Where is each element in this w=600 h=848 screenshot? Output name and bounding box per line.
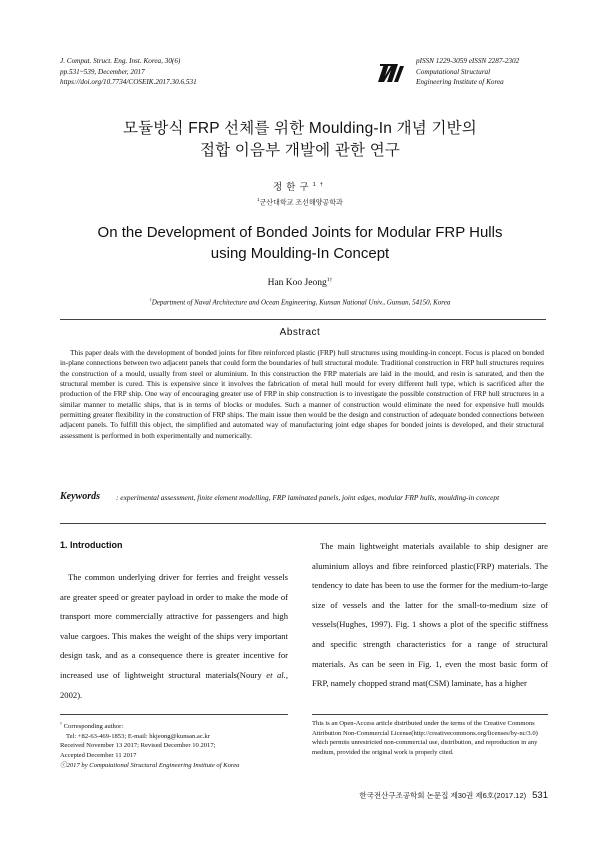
korean-title-line-2: 접합 이음부 개발에 관한 연구: [199, 142, 401, 159]
page-footer: [300, 790, 548, 801]
intro-left-etal: et al.: [266, 669, 286, 680]
journal-pages-line: pp.531~539, December, 2017: [60, 67, 145, 76]
english-title-line-2: using Moulding-In Concept: [210, 245, 390, 262]
abstract-top-rule: [60, 319, 546, 320]
english-affiliation-text: Department of Naval Architecture and Ocean Engineering, Kunsan National Univ., Gunsan, 54150, Korea: [151, 298, 451, 307]
english-affiliation: [0, 297, 600, 306]
footnote-corresponding-line: [60, 719, 288, 732]
intro-left-text: The common underlying driver for ferries and freight vessels are greater speed or greater payload in order to make the mode of transport more commercially attractive for passengers and high value cargoes. This makes the weight of the ships very important design task, and as a consequence there is greater incentive for increased use of lightweight structural materials(Noury: [60, 572, 288, 680]
intro-paragraph-left: [60, 568, 288, 705]
intro-left-text-end: , 2002).: [60, 669, 288, 700]
journal-citation-header: [60, 56, 340, 88]
english-title-line-1: On the Development of Bonded Joints for Modular FRP Hulls: [97, 224, 503, 241]
english-author: [0, 277, 600, 288]
journal-logo-icon: [376, 58, 406, 86]
abstract-heading: Abstract: [279, 327, 321, 338]
footnote-left-rule: [60, 714, 288, 715]
korean-affiliation-text: 군산대학교 조선해양공학과: [259, 199, 343, 207]
corresponding-author-footnote: [60, 719, 288, 770]
korean-title-line-1: 모듈방식 FRP 선체를 위한 Moulding-In 개념 기반의: [123, 120, 477, 137]
english-title: [40, 222, 560, 264]
english-author-marker: 1†: [326, 277, 333, 283]
page-number: 531: [532, 790, 548, 801]
footnote-corresponding-label: Corresponding author:: [61, 723, 124, 731]
abstract-body: This paper deals with the development of bonded joints for fibre reinforced plastic (FRP) hull structures using moulding-in concept. Focus is placed on bonded in-plane connections between two adjacent panels that could form the boundaries of hull structural module. Traditional construction in FRP hull structures requires the construction of a mould, usually from steel or aluminium. In this construction the FRP materials are laid in the mould, and resin is saturated, and then the structural member is cured. This is expensive since it involves the fabrication of metal hull mould for every different hull type, which is sacrificed after the production of the FRP ship. One way of encouraging greater use of FRP in ship construction is to investigate the possible construction of FRP hull structures in a similar manner to metallic ships, that is in terms of blocks or modules. Such a manner of construction would eliminate the need for expensive hull moulds permitting greater flexibility in the construction of FRP ships. The main issue then would be the design and construction of adequate bonded connections between adjacent panels. To fulfill this object, the simplified and automated way of manufacturing joint edge shapes for bonded joints is developed, and their structural assessment is performed in both experimentally and numerically.: [60, 348, 544, 440]
open-access-notice: This is an Open-Access article distributed under the terms of the Creative Commons Attribution Non-Commercial License(http://creativecommons.org/licenses/by-nc/3.0) which permits unrestricted non-commercial use, distribution, and reproduction in any medium, provided the original work is properly cited.: [312, 720, 538, 756]
section-heading-introduction: 1. Introduction: [60, 540, 123, 550]
footnote-copyright: ⓒ2017 by Computational Structural Engineering Institute of Korea: [60, 761, 240, 769]
publisher-line-2: Engineering Institute of Korea: [416, 78, 504, 86]
korean-affiliation: [0, 197, 600, 207]
doi-link[interactable]: https://doi.org/10.7734/COSEIK.2017.30.6.531: [60, 78, 197, 86]
keywords-bottom-rule: [60, 523, 546, 524]
issn-line: pISSN 1229-3059 eISSN 2287-2302: [416, 57, 520, 65]
korean-author-marker: 1†: [312, 181, 327, 188]
korean-author: [0, 179, 600, 193]
korean-title: [40, 118, 560, 162]
footnote-dagger: †: [60, 721, 62, 726]
korean-affiliation-marker: 1: [257, 197, 260, 202]
footnote-accepted: Accepted December 11 2017: [60, 751, 137, 759]
footnote-received: Received November 13 2017; Revised December 10 2017;: [60, 742, 216, 750]
english-affiliation-marker: 1: [149, 297, 152, 302]
intro-paragraph-right: The main lightweight materials available to ship designer are aluminium alloys and fibre reinforced plastic(FRP) materials. The tendency to date has been to use the former for the medium-to-large size of vessels and the latter for the small-to-medium size of vessels(Hughes, 1997). Fig. 1 shows a plot of the specific stiffness and specific strength characteristics for a range of structural materials. As can be seen in Fig. 1, even the most basic form of FRP, namely chopped strand mat(CSM) laminate, has a higher: [312, 541, 548, 689]
keywords-list: : experimental assessment, finite element modelling, FRP laminated panels, joint edges, modular FRP hulls, moulding-in concept: [116, 493, 500, 502]
publisher-line-1: Computational Structural: [416, 67, 491, 76]
footnote-right-rule: [312, 714, 548, 715]
keywords-label: Keywords: [60, 491, 100, 502]
english-author-name: Han Koo Jeong: [267, 278, 327, 289]
journal-citation-line: J. Comput. Struct. Eng. Inst. Korea, 30(6): [60, 57, 181, 65]
issn-header: [416, 56, 566, 88]
footer-journal: 한국전산구조공학회 논문집 제30권 제6호(2017.12): [359, 791, 527, 800]
korean-author-name: 정한구: [273, 182, 313, 193]
footnote-contact: Tel: +82-63-469-1853; E-mail: hkjeong@kunsan.ac.kr: [66, 732, 210, 740]
